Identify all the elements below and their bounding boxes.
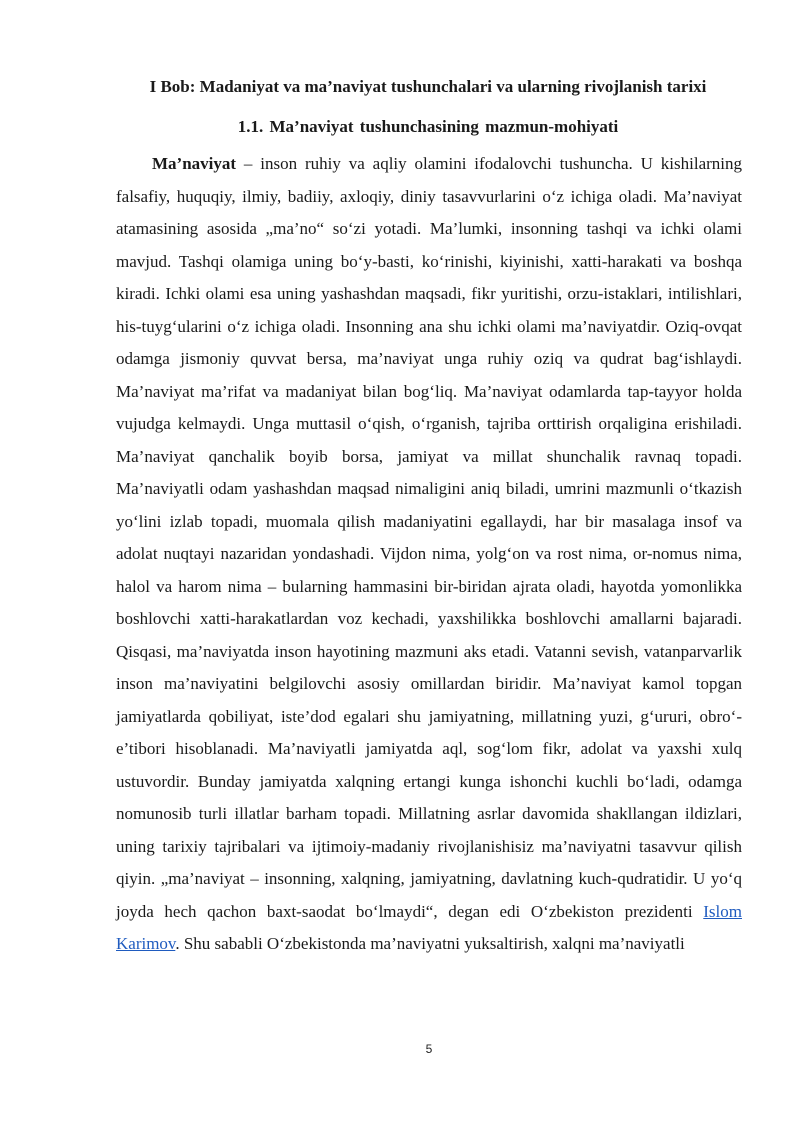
chapter-title: I Bob: Madaniyat va ma’naviyat tushunchalari va ularning rivojlanish tarixi <box>149 77 707 96</box>
paragraph-text: – inson ruhiy va aqliy olamini ifodalovchi tushuncha. U kishilarning falsafiy, huquqiy, ilmiy, badiiy, axloqiy, diniy tasavvurlarini o‘z ichiga oladi. Ma’naviyat atamasining asosida „ma’no“ so‘zi yotadi. Ma’lumki, insonning tashqi va ichki olami mavjud. Tashqi olamiga uning bo‘y-basti, ko‘rinishi, kiyinishi, xatti-harakati va boshqa kiradi. Ichki olami esa uning yashashdan maqsadi, fikr yuritishi, orzu-istaklari, intilishlari, his-tuyg‘ularini o‘z ichiga oladi. Insonning ana shu ichki olami ma’naviyatdir. Oziq-ovqat odamga jismoniy quvvat bersa, ma’naviyat unga ruhiy oziq va qudrat bag‘ishlaydi. Ma’naviyat ma’rifat va madaniyat bilan bog‘liq. Ma’naviyat odamlarda tap-tayyor holda vujudga kelmaydi. Unga muttasil o‘qish, o‘rganish, tajriba orttirish orqaligina erishiladi. Ma’naviyat qanchalik boyib borsa, jamiyat va millat shunchalik ravnaq topadi. Ma’naviyatli odam yashashdan maqsad nimaligini aniq biladi, umrini mazmunli o‘tkazish yo‘lini izlab topadi, muomala qilish madaniyatini egallaydi, har bir masalaga insof va adolat nuqtayi nazaridan yondashadi. Vijdon nima, yolg‘on va rost nima, or-nomus nima, halol va harom nima – bularning hammasini bir-biridan ajrata oladi, hayotda yomonlikka boshlovchi xatti-harakatlardan voz kechadi, yaxshilikka boshlovchi amallarni bajaradi. Qisqasi, ma’naviyatda inson hayotining mazmuni aks etadi. Vatanni sevish, vatanparvarlik inson ma’naviyatini belgilovchi asosiy omillardan biridir. Ma’naviyat kamol topgan jamiyatlarda qobiliyat, iste’dod egalari shu jamiyatning, millatning yuzi, g‘ururi, obro‘-e’tibori hisoblanadi. Ma’naviyatli jamiyatda aql, sog‘lom fikr, adolat va yaxshi xulq ustuvordir. Bunday jamiyatda xalqning ertangi kunga ishonchi kuchli bo‘ladi, odamga nomunosib turli illatlar barham topadi. Millatning asrlar davomida shakllangan ildizlari, uning tarixiy tajribalari va ijtimoiy-madaniy rivojlanishisiz ma’naviyatni tasavvur qilish qiyin. „ma’naviyat – insonning, xalqning, jamiyatning, davlatning kuch-qudratidir. U yo‘q joyda hech qachon baxt-saodat bo‘lmaydi“, degan edi O‘zbekiston prezidenti <box>116 154 742 921</box>
page-number: 5 <box>425 1042 433 1056</box>
section-title: 1.1. Ma’naviyat tushunchasining mazmun-mohiyati <box>237 117 619 136</box>
paragraph-text-end: . Shu sababli O‘zbekistonda ma’naviyatni yuksaltirish, xalqni ma’naviyatli <box>175 934 685 953</box>
body-paragraph <box>116 148 742 961</box>
islom-karimov-link[interactable]: Islom Karimov <box>116 901 742 953</box>
term-manaviyat: Ma’naviyat <box>152 154 237 173</box>
